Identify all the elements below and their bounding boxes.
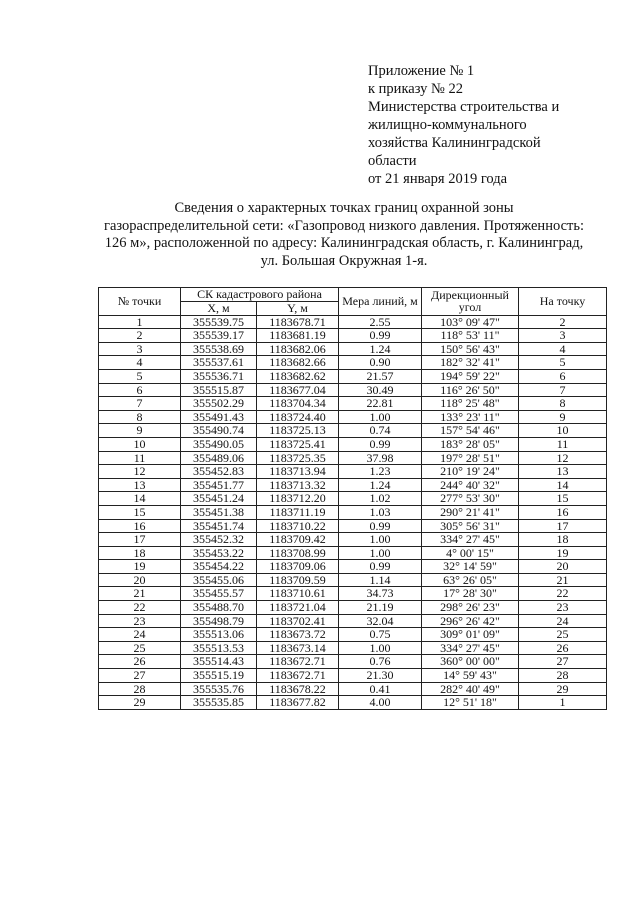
cell-to-point: 11 bbox=[519, 437, 607, 451]
appendix-line: от 21 января 2019 года bbox=[368, 171, 508, 187]
cell-point: 25 bbox=[99, 641, 181, 655]
cell-y: 1183672.71 bbox=[257, 655, 339, 669]
cell-y: 1183725.13 bbox=[257, 424, 339, 438]
cell-angle: 309° 01' 09" bbox=[422, 628, 519, 642]
cell-length: 1.03 bbox=[339, 505, 422, 519]
appendix-line: Министерства строительства и bbox=[368, 99, 560, 115]
cell-y: 1183678.71 bbox=[257, 315, 339, 329]
table-row bbox=[99, 342, 607, 356]
cell-angle: 334° 27' 45" bbox=[422, 641, 519, 655]
cell-point: 2 bbox=[99, 329, 181, 343]
table-row bbox=[99, 397, 607, 411]
cell-point: 15 bbox=[99, 505, 181, 519]
cell-to-point: 15 bbox=[519, 492, 607, 506]
cell-to-point: 22 bbox=[519, 587, 607, 601]
cell-angle: 334° 27' 45" bbox=[422, 533, 519, 547]
cell-point: 27 bbox=[99, 669, 181, 683]
cell-point: 18 bbox=[99, 546, 181, 560]
cell-x: 355515.87 bbox=[181, 383, 257, 397]
cell-to-point: 19 bbox=[519, 546, 607, 560]
cell-length: 2.55 bbox=[339, 315, 422, 329]
cell-point: 28 bbox=[99, 682, 181, 696]
table-row bbox=[99, 329, 607, 343]
cell-to-point: 17 bbox=[519, 519, 607, 533]
cell-y: 1183673.72 bbox=[257, 628, 339, 642]
cell-point: 6 bbox=[99, 383, 181, 397]
cell-length: 0.99 bbox=[339, 519, 422, 533]
cell-x: 355514.43 bbox=[181, 655, 257, 669]
cell-x: 355539.17 bbox=[181, 329, 257, 343]
cell-y: 1183721.04 bbox=[257, 601, 339, 615]
cell-x: 355498.79 bbox=[181, 614, 257, 628]
cell-x: 355490.05 bbox=[181, 437, 257, 451]
table-row bbox=[99, 465, 607, 479]
cell-y: 1183682.62 bbox=[257, 369, 339, 383]
cell-x: 355488.70 bbox=[181, 601, 257, 615]
cell-length: 0.99 bbox=[339, 329, 422, 343]
cell-angle: 210° 19' 24" bbox=[422, 465, 519, 479]
cell-y: 1183713.32 bbox=[257, 478, 339, 492]
cell-to-point: 25 bbox=[519, 628, 607, 642]
cell-angle: 133° 23' 11" bbox=[422, 410, 519, 424]
cell-angle: 4° 00' 15" bbox=[422, 546, 519, 560]
header-point-number: № точки bbox=[99, 288, 181, 316]
cell-x: 355451.74 bbox=[181, 519, 257, 533]
cell-point: 12 bbox=[99, 465, 181, 479]
table-row bbox=[99, 669, 607, 683]
appendix-block bbox=[368, 62, 559, 188]
table-row bbox=[99, 519, 607, 533]
cell-y: 1183677.82 bbox=[257, 696, 339, 710]
cell-x: 355454.22 bbox=[181, 560, 257, 574]
cell-angle: 157° 54' 46" bbox=[422, 424, 519, 438]
cell-angle: 17° 28' 30" bbox=[422, 587, 519, 601]
cell-point: 16 bbox=[99, 519, 181, 533]
title-line: 126 м», расположенной по адресу: Калининградская область, г. Калининград, bbox=[104, 235, 584, 251]
cell-point: 24 bbox=[99, 628, 181, 642]
cell-to-point: 12 bbox=[519, 451, 607, 465]
cell-length: 1.02 bbox=[339, 492, 422, 506]
cell-angle: 118° 25' 48" bbox=[422, 397, 519, 411]
cell-length: 0.74 bbox=[339, 424, 422, 438]
cell-x: 355455.57 bbox=[181, 587, 257, 601]
cell-to-point: 28 bbox=[519, 669, 607, 683]
cell-angle: 103° 09' 47" bbox=[422, 315, 519, 329]
cell-point: 3 bbox=[99, 342, 181, 356]
cell-length: 34.73 bbox=[339, 587, 422, 601]
cell-angle: 197° 28' 51" bbox=[422, 451, 519, 465]
cell-point: 14 bbox=[99, 492, 181, 506]
cell-x: 355451.24 bbox=[181, 492, 257, 506]
table-row bbox=[99, 573, 607, 587]
cell-y: 1183678.22 bbox=[257, 682, 339, 696]
appendix-line: жилищно-коммунального bbox=[368, 117, 527, 133]
cell-angle: 63° 26' 05" bbox=[422, 573, 519, 587]
cell-x: 355453.22 bbox=[181, 546, 257, 560]
cell-angle: 360° 00' 00" bbox=[422, 655, 519, 669]
table-row bbox=[99, 424, 607, 438]
cell-to-point: 20 bbox=[519, 560, 607, 574]
table-row bbox=[99, 696, 607, 710]
cell-y: 1183677.04 bbox=[257, 383, 339, 397]
cell-angle: 12° 51' 18" bbox=[422, 696, 519, 710]
document-title bbox=[84, 200, 604, 270]
cell-angle: 298° 26' 23" bbox=[422, 601, 519, 615]
cell-angle: 194° 59' 22" bbox=[422, 369, 519, 383]
cell-angle: 305° 56' 31" bbox=[422, 519, 519, 533]
cell-angle: 183° 28' 05" bbox=[422, 437, 519, 451]
cell-point: 17 bbox=[99, 533, 181, 547]
title-line: ул. Большая Окружная 1-я. bbox=[260, 252, 428, 269]
cell-length: 21.57 bbox=[339, 369, 422, 383]
table-body bbox=[99, 315, 607, 709]
table-row bbox=[99, 655, 607, 669]
cell-length: 1.24 bbox=[339, 478, 422, 492]
cell-x: 355452.83 bbox=[181, 465, 257, 479]
table-row bbox=[99, 614, 607, 628]
cell-to-point: 23 bbox=[519, 601, 607, 615]
cell-point: 9 bbox=[99, 424, 181, 438]
header-line-length: Мера линий, м bbox=[339, 288, 422, 316]
cell-y: 1183712.20 bbox=[257, 492, 339, 506]
cell-y: 1183709.59 bbox=[257, 573, 339, 587]
cell-length: 0.41 bbox=[339, 682, 422, 696]
cell-to-point: 4 bbox=[519, 342, 607, 356]
cell-to-point: 21 bbox=[519, 573, 607, 587]
cell-point: 19 bbox=[99, 560, 181, 574]
cell-point: 1 bbox=[99, 315, 181, 329]
appendix-line: к приказу № 22 bbox=[368, 81, 463, 97]
cell-length: 1.23 bbox=[339, 465, 422, 479]
cell-to-point: 5 bbox=[519, 356, 607, 370]
cell-to-point: 7 bbox=[519, 383, 607, 397]
appendix-line: Приложение № 1 bbox=[368, 63, 475, 79]
cell-point: 29 bbox=[99, 696, 181, 710]
cell-point: 22 bbox=[99, 601, 181, 615]
cell-x: 355537.61 bbox=[181, 356, 257, 370]
cell-x: 355452.32 bbox=[181, 533, 257, 547]
cell-x: 355535.76 bbox=[181, 682, 257, 696]
cell-y: 1183725.41 bbox=[257, 437, 339, 451]
cell-point: 21 bbox=[99, 587, 181, 601]
cell-length: 32.04 bbox=[339, 614, 422, 628]
cell-angle: 277° 53' 30" bbox=[422, 492, 519, 506]
cell-to-point: 29 bbox=[519, 682, 607, 696]
cell-x: 355536.71 bbox=[181, 369, 257, 383]
table-row bbox=[99, 533, 607, 547]
title-line: газораспределительной сети: «Газопровод низкого давления. Протяженность: bbox=[104, 217, 584, 234]
cell-y: 1183725.35 bbox=[257, 451, 339, 465]
cell-angle: 32° 14' 59" bbox=[422, 560, 519, 574]
cell-angle: 118° 53' 11" bbox=[422, 329, 519, 343]
cell-length: 21.19 bbox=[339, 601, 422, 615]
cell-length: 1.00 bbox=[339, 641, 422, 655]
table-row bbox=[99, 628, 607, 642]
table-row bbox=[99, 641, 607, 655]
cell-to-point: 16 bbox=[519, 505, 607, 519]
cell-y: 1183673.14 bbox=[257, 641, 339, 655]
cell-point: 5 bbox=[99, 369, 181, 383]
cell-point: 13 bbox=[99, 478, 181, 492]
cell-length: 1.14 bbox=[339, 573, 422, 587]
header-x: X, м bbox=[181, 301, 257, 315]
cell-to-point: 10 bbox=[519, 424, 607, 438]
cell-length: 30.49 bbox=[339, 383, 422, 397]
cell-to-point: 18 bbox=[519, 533, 607, 547]
cell-x: 355451.77 bbox=[181, 478, 257, 492]
cell-point: 8 bbox=[99, 410, 181, 424]
cell-length: 1.00 bbox=[339, 410, 422, 424]
cell-point: 11 bbox=[99, 451, 181, 465]
cell-x: 355513.06 bbox=[181, 628, 257, 642]
cell-to-point: 13 bbox=[519, 465, 607, 479]
cell-length: 1.00 bbox=[339, 546, 422, 560]
table-row bbox=[99, 682, 607, 696]
cell-length: 22.81 bbox=[339, 397, 422, 411]
cell-y: 1183681.19 bbox=[257, 329, 339, 343]
header-coordinate-system: СК кадастрового района bbox=[181, 288, 339, 302]
cell-angle: 182° 32' 41" bbox=[422, 356, 519, 370]
cell-y: 1183724.40 bbox=[257, 410, 339, 424]
cell-length: 21.30 bbox=[339, 669, 422, 683]
cell-length: 1.24 bbox=[339, 342, 422, 356]
cell-to-point: 8 bbox=[519, 397, 607, 411]
cell-x: 355489.06 bbox=[181, 451, 257, 465]
cell-x: 355538.69 bbox=[181, 342, 257, 356]
cell-to-point: 1 bbox=[519, 696, 607, 710]
cell-x: 355535.85 bbox=[181, 696, 257, 710]
header-y: Y, м bbox=[257, 301, 339, 315]
cell-y: 1183682.06 bbox=[257, 342, 339, 356]
cell-y: 1183708.99 bbox=[257, 546, 339, 560]
cell-x: 355513.53 bbox=[181, 641, 257, 655]
cell-angle: 290° 21' 41" bbox=[422, 505, 519, 519]
table-row bbox=[99, 410, 607, 424]
title-line: Сведения о характерных точках границ охранной зоны bbox=[174, 200, 514, 216]
table-row bbox=[99, 437, 607, 451]
cell-angle: 296° 26' 42" bbox=[422, 614, 519, 628]
cell-to-point: 14 bbox=[519, 478, 607, 492]
table-row bbox=[99, 356, 607, 370]
cell-x: 355491.43 bbox=[181, 410, 257, 424]
table-row bbox=[99, 315, 607, 329]
appendix-line: области bbox=[368, 153, 417, 169]
cell-point: 23 bbox=[99, 614, 181, 628]
cell-angle: 116° 26' 50" bbox=[422, 383, 519, 397]
table-row bbox=[99, 478, 607, 492]
cell-angle: 14° 59' 43" bbox=[422, 669, 519, 683]
cell-y: 1183710.61 bbox=[257, 587, 339, 601]
cell-x: 355451.38 bbox=[181, 505, 257, 519]
cell-x: 355502.29 bbox=[181, 397, 257, 411]
cell-y: 1183711.19 bbox=[257, 505, 339, 519]
cell-to-point: 24 bbox=[519, 614, 607, 628]
cell-length: 0.90 bbox=[339, 356, 422, 370]
cell-y: 1183710.22 bbox=[257, 519, 339, 533]
cell-y: 1183682.66 bbox=[257, 356, 339, 370]
cell-x: 355539.75 bbox=[181, 315, 257, 329]
cell-y: 1183704.34 bbox=[257, 397, 339, 411]
table-row bbox=[99, 546, 607, 560]
cell-to-point: 9 bbox=[519, 410, 607, 424]
cell-y: 1183713.94 bbox=[257, 465, 339, 479]
cell-length: 0.76 bbox=[339, 655, 422, 669]
cell-point: 4 bbox=[99, 356, 181, 370]
cell-x: 355455.06 bbox=[181, 573, 257, 587]
header-to-point: На точку bbox=[519, 288, 607, 316]
cell-to-point: 27 bbox=[519, 655, 607, 669]
table-row bbox=[99, 601, 607, 615]
table-row bbox=[99, 492, 607, 506]
cell-length: 4.00 bbox=[339, 696, 422, 710]
cell-y: 1183709.06 bbox=[257, 560, 339, 574]
cell-length: 0.99 bbox=[339, 437, 422, 451]
cell-angle: 244° 40' 32" bbox=[422, 478, 519, 492]
table-row bbox=[99, 383, 607, 397]
table-row bbox=[99, 587, 607, 601]
cell-point: 10 bbox=[99, 437, 181, 451]
cell-point: 26 bbox=[99, 655, 181, 669]
table-row bbox=[99, 369, 607, 383]
cell-to-point: 6 bbox=[519, 369, 607, 383]
points-table bbox=[98, 287, 607, 710]
header-direction-angle: Дирекционный угол bbox=[422, 288, 519, 316]
cell-length: 0.75 bbox=[339, 628, 422, 642]
cell-to-point: 2 bbox=[519, 315, 607, 329]
table-row bbox=[99, 451, 607, 465]
cell-to-point: 26 bbox=[519, 641, 607, 655]
cell-angle: 282° 40' 49" bbox=[422, 682, 519, 696]
table-row bbox=[99, 560, 607, 574]
appendix-line: хозяйства Калининградской bbox=[368, 135, 541, 151]
cell-y: 1183709.42 bbox=[257, 533, 339, 547]
cell-length: 37.98 bbox=[339, 451, 422, 465]
cell-angle: 150° 56' 43" bbox=[422, 342, 519, 356]
cell-point: 7 bbox=[99, 397, 181, 411]
cell-point: 20 bbox=[99, 573, 181, 587]
table-row bbox=[99, 505, 607, 519]
cell-length: 1.00 bbox=[339, 533, 422, 547]
cell-length: 0.99 bbox=[339, 560, 422, 574]
cell-y: 1183702.41 bbox=[257, 614, 339, 628]
cell-x: 355515.19 bbox=[181, 669, 257, 683]
cell-x: 355490.74 bbox=[181, 424, 257, 438]
cell-to-point: 3 bbox=[519, 329, 607, 343]
cell-y: 1183672.71 bbox=[257, 669, 339, 683]
